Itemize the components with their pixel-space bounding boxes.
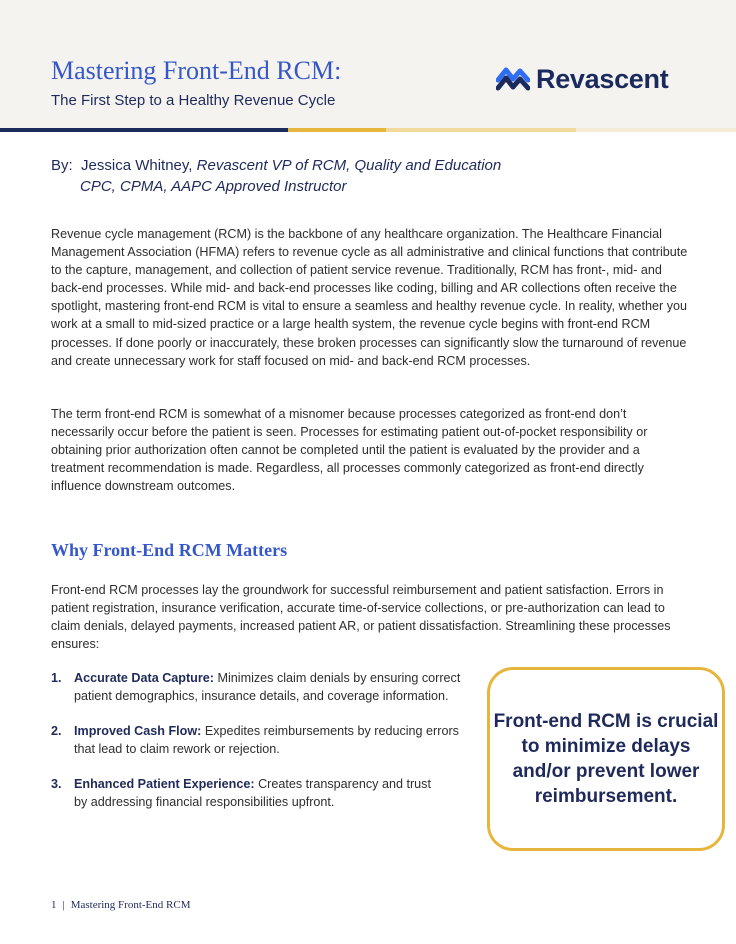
- document-title: Mastering Front-End RCM:: [51, 56, 342, 85]
- page-number: 1: [51, 899, 57, 911]
- author-credentials: CPC, CPMA, AAPC Approved Instructor: [80, 178, 347, 195]
- header-stripe-cream: [576, 128, 736, 132]
- intro-paragraph: Revenue cycle management (RCM) is the backbone of any healthcare organization. The Healthcare Financial Management Association (HFMA) refers to revenue cycle as all administrative and clinical functions that contribute to the capture, management, and collection of patient service revenue. Traditionally, RCM has front-, mid- and back-end processes. While mid- and back-end processes like coding, billing and AR collections often receive the spotlight, mastering front-end RCM is vital to ensure a seamless and healthy revenue cycle. In reality, whether you work at a small to mid-sized practice or a large health system, the revenue cycle begins with front-end RCM processes. If done poorly or inaccurately, these broken processes can significantly slow the turnaround of revenue and create unnecessary work for staff focused on mid- and back-end RCM processes.: [51, 227, 688, 368]
- author-title: Revascent VP of RCM, Quality and Education: [196, 157, 502, 174]
- callout-text: Front-end RCM is crucial to minimize delays and/or prevent lower reimbursement.: [493, 711, 719, 807]
- list-number: 1.: [51, 671, 62, 685]
- list-item: [51, 669, 471, 705]
- logo-wordmark: Revascent: [536, 64, 669, 94]
- page-header: [0, 0, 736, 128]
- callout-box: [487, 667, 725, 851]
- misnomer-paragraph: The term front-end RCM is somewhat of a misnomer because processes categorized as front-end don’t necessarily occur before the patient is seen. Processes for estimating patient out-of-pocket responsibility or obtaining prior authorization often cannot be completed until the patient is evaluated by the provider and a treatment recommendation is made. Regardless, all processes commonly categorized as front-end directly influence downstream outcomes.: [51, 407, 648, 494]
- list-item-label: Enhanced Patient Experience:: [74, 777, 255, 792]
- header-stripe-light-gold: [386, 128, 576, 132]
- header-stripe-navy: [0, 128, 288, 132]
- footer-separator: |: [62, 899, 65, 911]
- benefits-list: [51, 669, 471, 829]
- list-item-text: Minimizes claim denials by ensuring correct patient demographics, insurance details, and coverage information.: [74, 671, 461, 704]
- author-byline: [51, 155, 501, 176]
- groundwork-paragraph: Front-end RCM processes lay the groundwork for successful reimbursement and patient satisfaction. Errors in patient registration, insurance verification, accurate time-of-service collections, or pre-authorization can lead to claim denials, delayed payments, increased patient AR, or patient dissatisfaction. Streamlining these processes ensures:: [51, 583, 671, 652]
- list-number: 2.: [51, 724, 62, 739]
- list-item-text: Creates transparency and trust by addressing financial responsibilities upfront.: [74, 777, 431, 810]
- list-item-label: Accurate Data Capture:: [74, 671, 214, 685]
- list-item-label: Improved Cash Flow:: [74, 724, 202, 739]
- document-subtitle: The First Step to a Healthy Revenue Cycle: [51, 92, 336, 109]
- header-stripe-gold: [288, 128, 386, 132]
- byline-prefix: By:: [51, 157, 73, 174]
- author-name: Jessica Whitney,: [81, 157, 193, 174]
- footer-title: Mastering Front-End RCM: [70, 899, 191, 911]
- list-number: 3.: [51, 777, 62, 792]
- list-item-text: Expedites reimbursements by reducing errors that lead to claim rework or rejection.: [74, 724, 459, 757]
- section-heading: Why Front-End RCM Matters: [51, 540, 288, 560]
- revascent-wave-logo-icon: [496, 66, 530, 94]
- page-footer: [51, 899, 190, 911]
- list-item: [51, 722, 471, 758]
- list-item: [51, 775, 471, 811]
- revascent-logo: [496, 64, 668, 95]
